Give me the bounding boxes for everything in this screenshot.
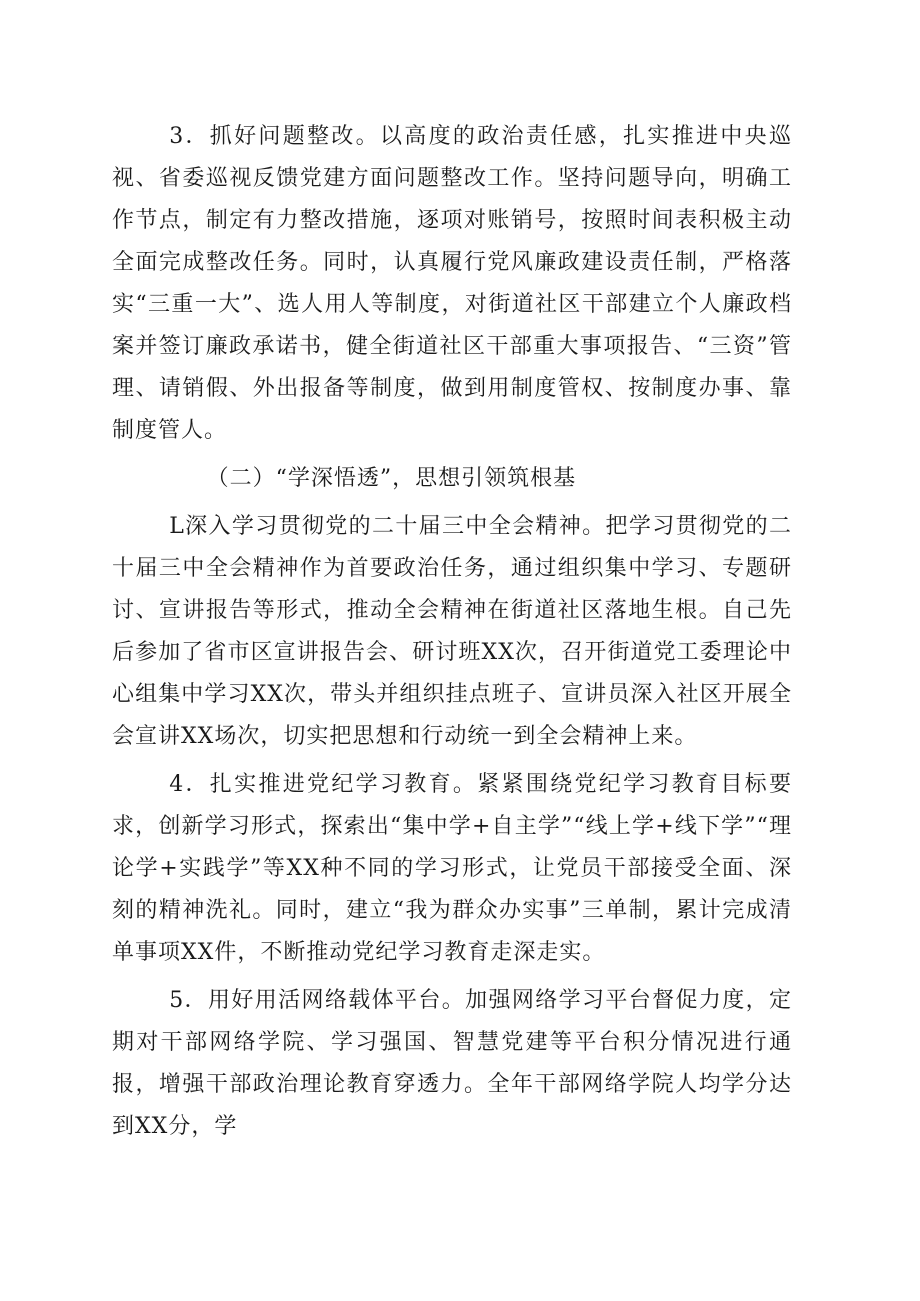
paragraph-discipline-education: 4．扎实推进党纪学习教育。紧紧围绕党纪学习教育目标要求，创新学习形式，探索出“集中学+自主学”“线上学+线下学”“理论学+实践学”等XX种不同的学习形式，让党员干部接受全面、深刻的精神洗礼。同时，建立“我为群众办实事”三单制，累计完成清单事项XX件，不断推动党纪学习教育走深走实。 [112,772,792,965]
document-body [112,116,792,1148]
paragraph-plenum-study: L深入学习贯彻党的二十届三中全会精神。把学习贯彻党的二十届三中全会精神作为首要政治任务，通过组织集中学习、专题研讨、宣讲报告等形式，推动全会精神在街道社区落地生根。自己先后参加了省市区宣讲报告会、研讨班XX次，召开街道党工委理论中心组集中学习XX次，带头并组织挂点班子、宣讲员深入社区开展全会宣讲XX场次，切实把思想和行动统一到全会精神上来。 [112,514,792,749]
section-heading: （二）“学深悟透”，思想引领筑根基 [206,466,577,491]
paragraph-online-platform: 5．用好用活网络载体平台。加强网络学习平台督促力度，定期对干部网络学院、学习强国、智慧党建等平台积分情况进行通报，增强干部政治理论教育穿透力。全年干部网络学院人均学分达到XX分，学 [112,988,792,1139]
paragraph-rectification: 3．抓好问题整改。以高度的政治责任感，扎实推进中央巡视、省委巡视反馈党建方面问题整改工作。坚持问题导向，明确工作节点，制定有力整改措施，逐项对账销号，按照时间表积极主动全面完成整改任务。同时，认真履行党风廉政建设责任制，严格落实“三重一大”、选人用人等制度，对街道社区干部建立个人廉政档案并签订廉政承诺书，健全街道社区干部重大事项报告、“三资”管理、请销假、外出报备等制度，做到用制度管权、按制度办事、靠制度管人。 [112,124,792,443]
